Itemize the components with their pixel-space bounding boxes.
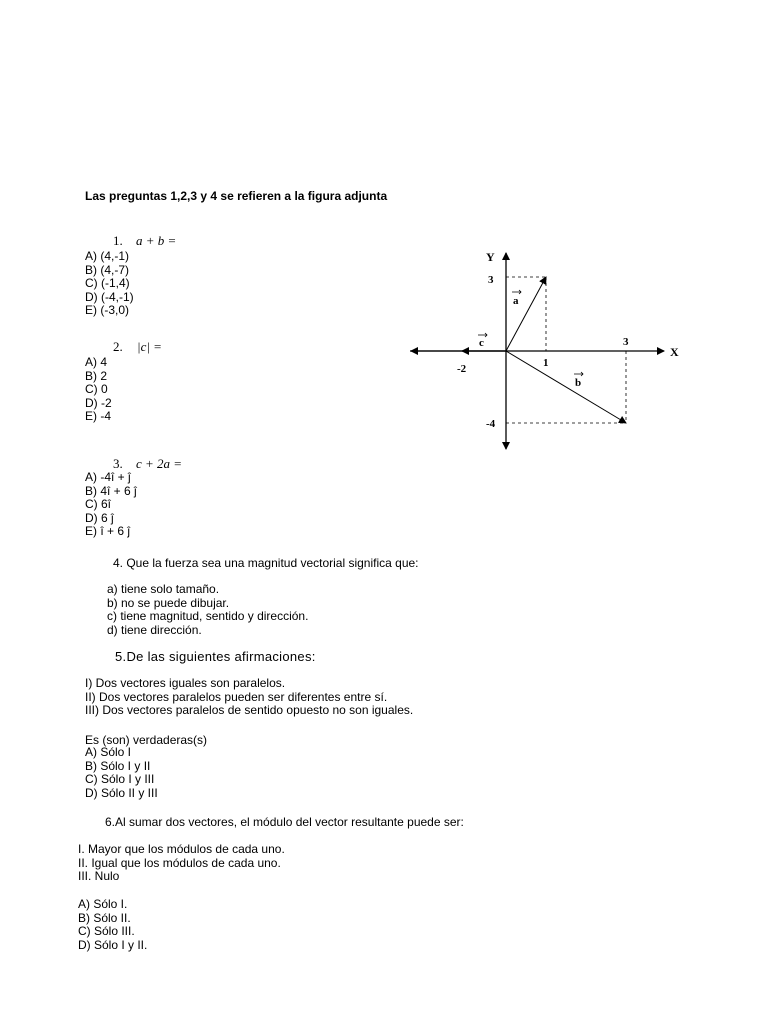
option: A) 4 (85, 355, 108, 369)
guide-lines (506, 277, 626, 423)
tick-x-1: 1 (543, 357, 549, 369)
option: D) 6 ĵ (85, 510, 114, 525)
vector-b-label: b (575, 377, 582, 389)
option: C) Sólo III. (78, 924, 135, 939)
statement: III) Dos vectores paralelos de sentido opuesto no son iguales. (85, 703, 414, 718)
option: D) Sólo I y II. (78, 937, 148, 952)
q2-number: 2. (113, 339, 123, 354)
q6-stem: 6.Al sumar dos vectores, el módulo del vector resultante puede ser: (105, 815, 464, 829)
option: A) (4,-1) (85, 249, 130, 263)
option: C) (-1,4) (85, 276, 130, 291)
option: E) -4 (85, 409, 112, 424)
vector-b-arrow-icon (574, 372, 583, 376)
option: C) 0 (85, 382, 108, 397)
q5-prompt: Es (son) verdaderas(s) (85, 733, 208, 747)
option: C) 6î (85, 497, 112, 512)
option: D) (-4,-1) (85, 289, 134, 304)
option: C) Sólo I y III (85, 772, 155, 787)
q3-number: 3. (113, 456, 123, 471)
option: E) î + 6 ĵ (85, 524, 131, 539)
vector-b (506, 351, 626, 423)
statement: III. Nulo (78, 869, 120, 884)
tick-y-neg4: -4 (486, 418, 496, 430)
statement: I. Mayor que los módulos de cada uno. (78, 842, 285, 856)
option: B) 2 (85, 368, 108, 383)
option: B) Sólo II. (78, 910, 131, 925)
option: D) Sólo II y III (85, 785, 158, 800)
tick-y-3: 3 (488, 274, 494, 286)
option: b) no se puede dibujar. (107, 595, 230, 610)
option: B) (4,-7) (85, 262, 130, 277)
option: A) Sólo I. (78, 897, 128, 911)
x-axis-label: X (670, 345, 679, 359)
y-axis-label: Y (486, 250, 495, 264)
option: A) Sólo I (85, 745, 132, 759)
q3-expression: c + 2a = (136, 456, 183, 471)
vector-c-label: c (479, 337, 484, 349)
option: d) tiene dirección. (107, 622, 202, 637)
q1-number: 1. (113, 233, 123, 248)
q1-expression: a + b = (136, 233, 177, 248)
option: B) 4î + 6 ĵ (85, 483, 137, 498)
option: c) tiene magnitud, sentido y dirección. (107, 609, 309, 624)
page-title: Las preguntas 1,2,3 y 4 se refieren a la figura adjunta (85, 189, 388, 203)
q4-stem: 4. Que la fuerza sea una magnitud vectorial significa que: (113, 556, 419, 570)
tick-x-neg2: -2 (457, 363, 467, 375)
option: E) (-3,0) (85, 303, 130, 318)
vector-a (506, 277, 546, 351)
option: B) Sólo I y II (85, 758, 151, 773)
option: D) -2 (85, 395, 112, 410)
option: A) -4î + ĵ (85, 470, 131, 484)
statement: II) Dos vectores paralelos pueden ser diferentes entre sí. (85, 689, 388, 704)
q5-stem: 5.De las siguientes afirmaciones: (115, 649, 316, 664)
q2-expression: |c| = (137, 339, 162, 354)
vector-a-arrow-icon (512, 290, 521, 294)
vector-a-label: a (513, 295, 519, 307)
statement: II. Igual que los módulos de cada uno. (78, 855, 281, 870)
statement: I) Dos vectores iguales son paralelos. (85, 676, 286, 690)
option: a) tiene solo tamaño. (107, 582, 220, 596)
tick-x-3: 3 (623, 336, 629, 348)
